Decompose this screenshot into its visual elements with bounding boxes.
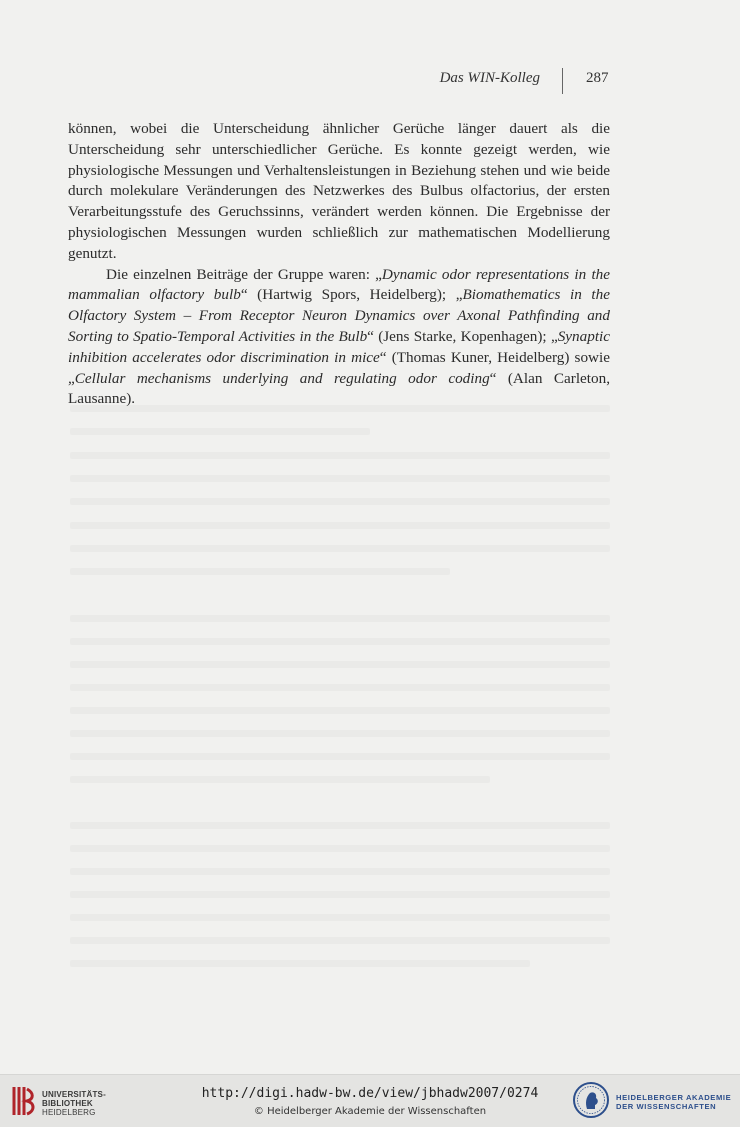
talk-speaker: “ (Jens Starke, Kopenhagen); „ [367,327,558,345]
copyright-notice: © Heidelberger Akademie der Wissenschaften [253,1106,487,1117]
talk-title: Synaptic inhibition accelerates odor discrimination in mice [68,327,610,366]
talk-speaker: “ (Thomas Kuner, Heidelberg) sowie „ [68,348,610,387]
paragraph [68,265,610,411]
body-text [68,119,610,410]
page-number: 287 [586,70,609,86]
talk-speaker: “ (Hartwig Spors, Heidelberg); „ [240,286,463,304]
academy-label: HEIDELBERGER AKADEMIE DER WISSENSCHAFTEN [616,1093,732,1111]
paragraph: können, wobei die Unterscheidung ähnlicher Gerüche länger dauert als die Unterscheidung sehr unterschiedlicher Gerüche. Es konnte gezeigt werden, wie physiologische Messungen und Verhaltensleistungen in Beziehung stehen und wie beide durch molekulare Veränderungen des Netzwerkes des Bulbus olfactorius, der ersten Verarbeitungsstufe des Geruchssinns, verändert werden können. Die Ergebnisse der physiologischen Messungen wurden schließlich zur mathematischen Modellierung genutzt. [68,120,610,262]
footer-info [150,1086,590,1117]
footer-bar [0,1074,740,1127]
academy-logo[interactable] [572,1081,737,1121]
talk-title: Dynamic odor representations in the mammalian olfactory bulb [68,265,610,304]
academy-seal-icon [572,1081,610,1119]
permalink-url[interactable]: http://digi.hadw-bw.de/view/jbhadw2007/0274 [201,1086,539,1101]
running-header [0,68,740,98]
university-library-label: UNIVERSITÄTS- BIBLIOTHEK HEIDELBERG [42,1090,106,1117]
running-title: Das WIN-Kolleg [439,70,540,86]
header-divider [562,68,563,94]
university-library-logo[interactable] [10,1083,150,1119]
intro-text: Die einzelnen Beiträge der Gruppe waren: „ [106,265,382,283]
university-library-icon [10,1083,36,1119]
talk-speaker: “ (Alan Carleton, Lausanne). [68,369,610,408]
talk-title: Biomathematics in the Olfactory System – From Receptor Neuron Dynamics over Axonal Pathfinding and Sorting to Spatio-Temporal Activities in the Bulb [68,286,610,345]
talk-title: Cellular mechanisms underlying and regulating odor coding [74,369,490,387]
